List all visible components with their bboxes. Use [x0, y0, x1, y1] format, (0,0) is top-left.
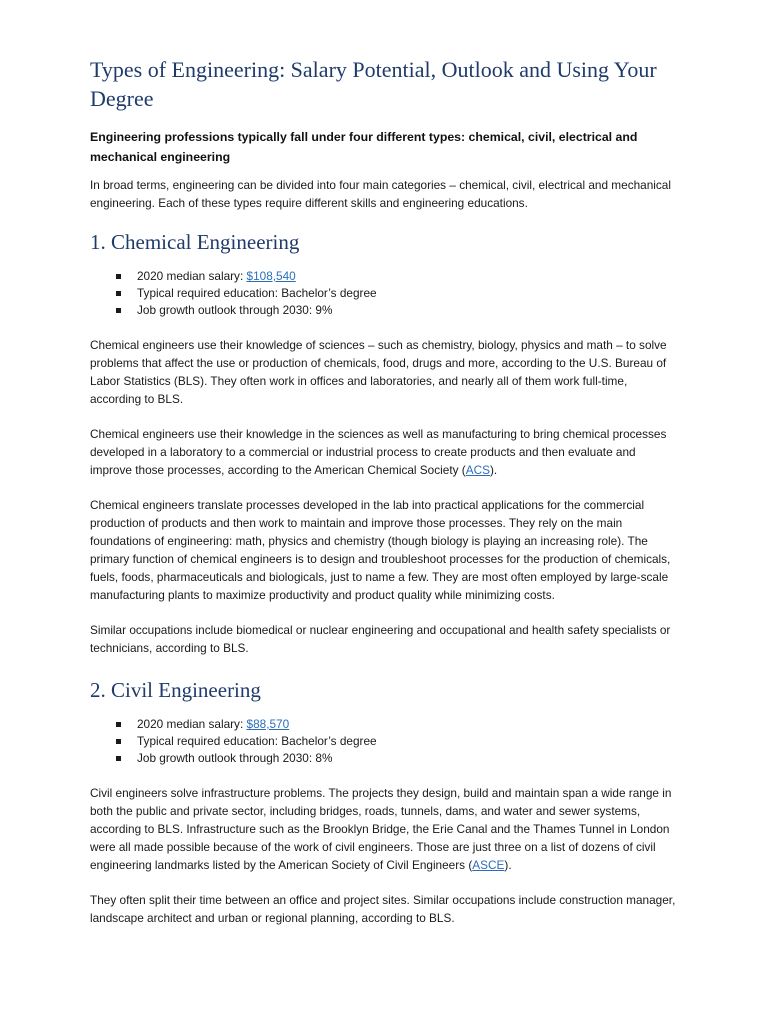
square-bullet-icon: [116, 274, 121, 279]
list-item: [116, 733, 680, 750]
chemical-paragraph-3: Chemical engineers translate processes developed in the lab into practical applications for the commercial production of products and then work to maintain and improve those processes. They rely on the main foundations of engineering: math, physics and chemistry (though biology is playing an increasing role). The primary function of chemical engineers is to design and troubleshoot processes for the production of chemicals, fuels, foods, pharmaceuticals and biologicals, just to name a few. They are most often employed by large-scale manufacturing plants to maximize productivity and product quality while minimizing costs.: [90, 498, 671, 602]
paragraph-text: Chemical engineers use their knowledge in the sciences as well as manufacturing to bring chemical processes developed in a laboratory to a commercial or industrial process to create products and then evaluate and improve those processes, according to the American Chemical Society (: [90, 427, 667, 477]
education-text: Typical required education: Bachelor’s degree: [137, 286, 377, 300]
paragraph-text: Civil engineers solve infrastructure problems. The projects they design, build and maintain span a wide range in both the public and private sector, including bridges, roads, tunnels, dams, and water and sewer systems, according to BLS. Infrastructure such as the Brooklyn Bridge, the Erie Canal and the Thames Tunnel in London were all made possible because of the work of civil engineers. Those are just three on a list of dozens of civil engineering landmarks listed by the American Society of Civil Engineers (: [90, 786, 672, 872]
list-item: [116, 302, 680, 319]
civil-facts-list: [90, 716, 680, 767]
chemical-facts-list: [90, 268, 680, 319]
square-bullet-icon: [116, 722, 121, 727]
document-title: Types of Engineering: Salary Potential, Outlook and Using Your Degree: [90, 57, 657, 111]
list-item: [116, 285, 680, 302]
square-bullet-icon: [116, 291, 121, 296]
civil-paragraph-2: They often split their time between an office and project sites. Similar occupations include construction manager, landscape architect and urban or regional planning, according to BLS.: [90, 893, 676, 925]
square-bullet-icon: [116, 756, 121, 761]
civil-paragraph-1: [90, 784, 680, 874]
section-heading-civil: 2. Civil Engineering: [90, 678, 261, 702]
chemical-paragraph-1: Chemical engineers use their knowledge of sciences – such as chemistry, biology, physics and math – to solve problems that affect the use or production of chemicals, food, drugs and more, according to the U.S. Bureau of Labor Statistics (BLS). They often work in offices and laboratories, and nearly all of them work full-time, according to BLS.: [90, 338, 667, 406]
education-text: Typical required education: Bachelor’s degree: [137, 734, 377, 748]
chemical-paragraph-4: Similar occupations include biomedical or nuclear engineering and occupational and health safety specialists or technicians, according to BLS.: [90, 623, 671, 655]
growth-text: Job growth outlook through 2030: 9%: [137, 303, 333, 317]
square-bullet-icon: [116, 308, 121, 313]
chemical-paragraph-2: [90, 425, 680, 479]
paragraph-text: ).: [489, 463, 498, 477]
list-item: [116, 750, 680, 767]
list-item: [116, 716, 680, 733]
salary-label: 2020 median salary:: [137, 269, 247, 283]
salary-link[interactable]: $108,540: [246, 269, 296, 283]
paragraph-text: ).: [504, 858, 512, 872]
acs-link[interactable]: ACS: [465, 463, 490, 477]
salary-label: 2020 median salary:: [137, 717, 247, 731]
lead-paragraph: Engineering professions typically fall under four different types: chemical, civil, electrical and mechanical engineering: [90, 130, 638, 164]
square-bullet-icon: [116, 739, 121, 744]
asce-link[interactable]: ASCE: [472, 858, 505, 872]
salary-link[interactable]: $88,570: [246, 717, 290, 731]
list-item: [116, 268, 680, 285]
growth-text: Job growth outlook through 2030: 8%: [137, 751, 333, 765]
intro-paragraph: In broad terms, engineering can be divided into four main categories – chemical, civil, electrical and mechanical engineering. Each of these types require different skills and engineering educations.: [90, 178, 671, 210]
section-heading-chemical: 1. Chemical Engineering: [90, 230, 300, 254]
